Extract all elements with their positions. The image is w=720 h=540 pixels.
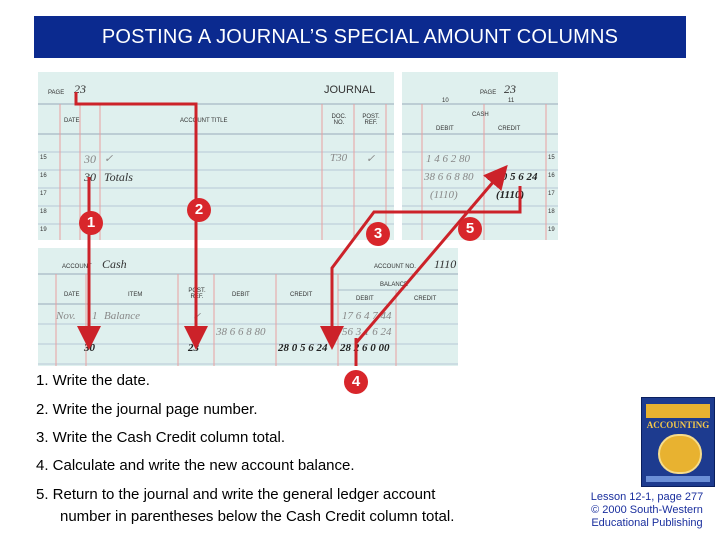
step-2-text: 2. Write the journal page number. xyxy=(36,401,258,418)
ledger-row1-balance: 17 6 4 7 44 xyxy=(342,310,392,322)
journal-col-doc: DOC. NO. xyxy=(331,114,347,126)
journal-line-number: 16 xyxy=(40,173,47,179)
journal-line-number: 18 xyxy=(40,209,47,215)
ledger-row3-balance: 28 2 6 0 00 xyxy=(340,342,390,354)
ledger-col-date: DATE xyxy=(64,292,80,298)
ledger-col-credit: CREDIT xyxy=(290,292,313,298)
step-badge-1: 1 xyxy=(79,211,103,235)
journal-page-label: PAGE xyxy=(48,90,65,96)
step-3-text: 3. Write the Cash Credit column total. xyxy=(36,429,285,446)
textbook-cover-image xyxy=(641,397,715,487)
ledger-row1-month: Nov. xyxy=(56,310,76,322)
ledger-col-balance-debit: DEBIT xyxy=(356,296,374,302)
step-badge-4: 4 xyxy=(344,370,368,394)
journal-line-number: 17 xyxy=(548,191,555,197)
journal-col-cash: CASH xyxy=(472,112,489,118)
journal-col-account-title: ACCOUNT TITLE xyxy=(180,118,228,124)
journal-row15-day: 30 xyxy=(84,152,96,166)
ledger-account-label: ACCOUNT xyxy=(62,264,92,270)
ledger-col-balance-credit: CREDIT xyxy=(414,296,437,302)
ledger-account-number: 1110 xyxy=(434,257,457,271)
ledger-row2-ref: 23 xyxy=(192,326,203,338)
lesson-reference: Lesson 12-1, page 277 xyxy=(590,491,704,503)
journal-row15-doc: T30 xyxy=(330,152,348,164)
ledger-col-balance: BALANCE xyxy=(380,282,409,288)
journal-row15-cash-debit: 1 4 6 2 80 xyxy=(426,153,470,165)
journal-right-page xyxy=(402,72,558,240)
cash-ledger-account xyxy=(38,248,458,366)
journal-col-cash-debit: DEBIT xyxy=(436,126,454,132)
copyright-line: © 2000 South-Western xyxy=(591,504,703,516)
ledger-col-debit: DEBIT xyxy=(232,292,250,298)
ledger-col-item: ITEM xyxy=(128,292,143,298)
journal-col-page-number: 11 xyxy=(508,98,515,104)
textbook-title: ACCOUNTING xyxy=(646,420,710,430)
journal-heading: JOURNAL xyxy=(324,84,376,96)
journal-right-page-label: PAGE xyxy=(480,90,497,96)
step-badge-2: 2 xyxy=(187,198,211,222)
journal-line-number: 17 xyxy=(40,191,47,197)
journal-row16-day: 30 xyxy=(84,170,96,184)
ledger-row3-day: 30 xyxy=(84,342,95,354)
journal-line-number: 19 xyxy=(40,227,47,233)
ledger-row3-credit: 28 0 5 6 24 xyxy=(278,342,328,354)
journal-row15-check: ✓ xyxy=(104,153,114,165)
journal-line-number: 15 xyxy=(548,155,555,161)
step-5-text: 5. Return to the journal and write the general ledger account xyxy=(36,486,436,503)
ledger-account-no-label: ACCOUNT NO. xyxy=(374,264,416,270)
journal-col-page-number: 10 xyxy=(442,98,449,104)
journal-row17-credit-ref: (1110) xyxy=(496,189,525,201)
journal-line-number: 15 xyxy=(40,155,47,161)
journal-row15-ref: ✓ xyxy=(366,153,376,165)
publisher-name: Educational Publishing xyxy=(591,517,703,529)
publisher-credit xyxy=(574,491,720,530)
journal-col-cash-credit: CREDIT xyxy=(498,126,521,132)
step-badge-5: 5 xyxy=(458,217,482,241)
ledger-row2-balance: 56 3 1 6 24 xyxy=(342,326,392,338)
step-5-text-continued: number in parentheses below the Cash Credit column total. xyxy=(60,508,455,525)
journal-page-number: 23 xyxy=(74,82,86,96)
journal-right-page-number: 23 xyxy=(504,82,516,96)
step-4-text: 4. Calculate and write the new account balance. xyxy=(36,457,355,474)
journal-row16-title: Totals xyxy=(104,170,133,184)
ledger-row1-day: 1 xyxy=(92,310,98,322)
journal-row16-cash-credit: 28 0 5 6 24 xyxy=(488,171,538,183)
step-1-text: 1. Write the date. xyxy=(36,372,150,389)
journal-row16-cash-debit: 38 6 6 8 80 xyxy=(424,171,474,183)
ledger-col-post-ref: POST. REF. xyxy=(188,288,206,300)
ledger-row1-ref: ✓ xyxy=(192,311,202,323)
journal-col-post-ref: POST. REF. xyxy=(362,114,380,126)
journal-line-number: 16 xyxy=(548,173,555,179)
journal-col-date: DATE xyxy=(64,118,80,124)
journal-line-number: 19 xyxy=(548,227,555,233)
step-badge-3: 3 xyxy=(366,222,390,246)
ledger-row1-item: Balance xyxy=(104,310,141,322)
journal-row17-debit-ref: (1110) xyxy=(430,189,458,201)
journal-line-number: 18 xyxy=(548,209,555,215)
slide-title: POSTING A JOURNAL’S SPECIAL AMOUNT COLUMNS xyxy=(34,16,686,58)
ledger-row3-ref: 23 xyxy=(188,342,199,354)
ledger-row2-debit: 38 6 6 8 80 xyxy=(216,326,266,338)
ledger-account-name: Cash xyxy=(102,257,127,271)
